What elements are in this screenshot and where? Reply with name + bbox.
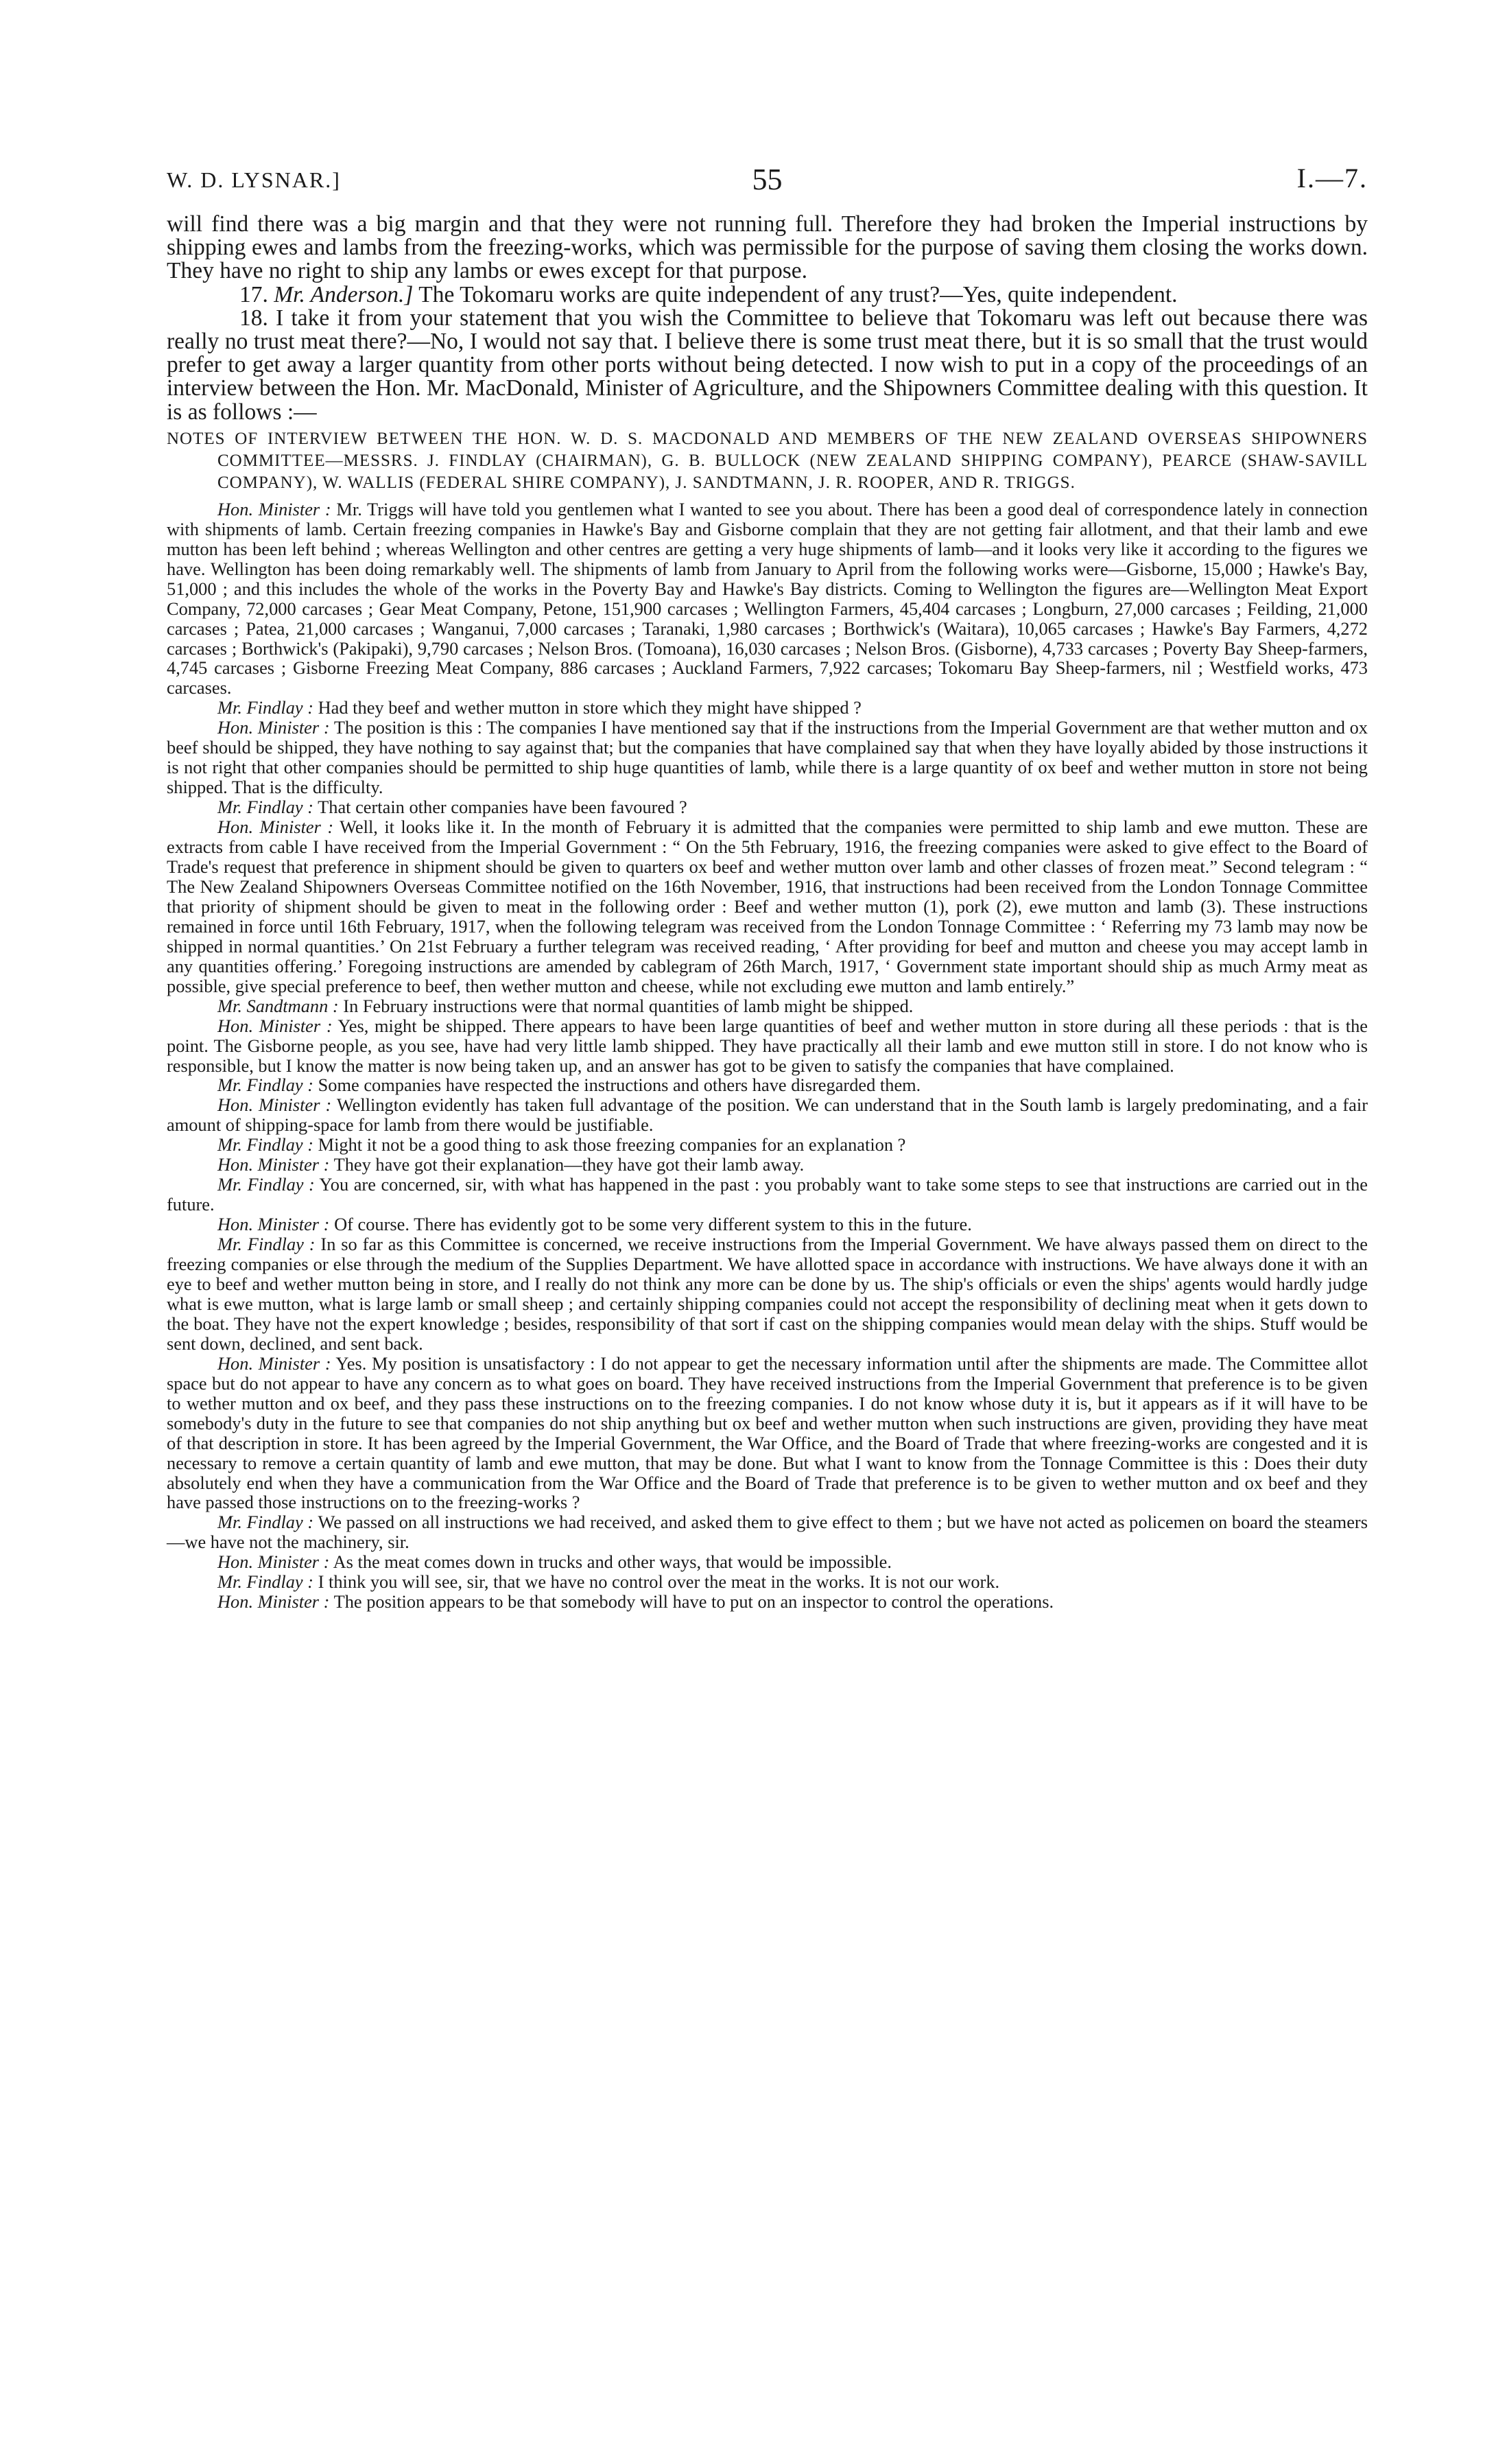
speech-text: In February instructions were that normal quantities of lamb might be shipped. [343, 995, 914, 1016]
transcript-exchange [167, 797, 1368, 817]
speaker-label: Mr. Findlay : [217, 697, 313, 718]
question-number: 17. [239, 281, 268, 307]
transcript-exchange [167, 1075, 1368, 1095]
speech-text: We passed on all instructions we had received, and asked them to give effect to them ; but we have not acted as policemen on board the steamers—we have not the machinery, sir. [167, 1512, 1368, 1553]
speaker-label: Hon. Minister : [217, 1154, 330, 1175]
speaker-label: Mr. Findlay : [217, 1174, 315, 1195]
speaker-label: Hon. Minister : [217, 1352, 331, 1374]
transcript-exchange [167, 500, 1368, 699]
speaker-label: Mr. Findlay : [217, 1571, 313, 1593]
page-number: 55 [752, 163, 783, 196]
speech-text: The position is this : The companies I have mentioned say that if the instructions from the Imperial Government are that wether mutton and ox beef should be shipped, they have nothing to say against that; but the companies that have complained say that when they have loyally abided by those instructions it is not right that other companies should be permitted to ship huge quantities of lamb, while there is a large quantity of ox beef and wether mutton in store not being shipped. That is the difficulty. [167, 717, 1368, 798]
speech-text: As the meat comes down in trucks and other ways, that would be impossible. [333, 1551, 892, 1573]
transcript-exchange [167, 1215, 1368, 1234]
paragraph-18: 18. I take it from your statement that you wish the Committee to believe that Tokomaru was left out because there was really no trust meat there?—No, I would not say that. I believe there is some trust meat there, but it is so small that the trust would prefer to get away a larger quantity from other ports without being detected. I now wish to put in a copy of the proceedings of an interview between the Hon. Mr. MacDonald, Minister of Agriculture, and the Shipowners Committee dealing with this question. It is as follows :— [167, 305, 1368, 425]
document-reference: I.—7. [1296, 163, 1368, 193]
speech-text: In so far as this Committee is concerned, we receive instructions from the Imperial Government. We have always passed them on direct to the freezing companies or else through the medium of the Supplies Department. We have allotted space in accordance with instructions. We have always done it with an eye to beef and wether mutton being in store, and I really do not think any more can be done by us. The ship's officials or even the ships' agents would hardly judge what is ewe mutton, what is large lamb or small sheep ; and certainly shipping companies could not accept the responsibility of declining meat when it gets down to the boat. They have not the expert knowledge ; besides, responsibility of that sort if cast on the shipping companies would mean delay with the ships. Stuff would be sent down, declined, and sent back. [167, 1234, 1368, 1354]
speaker-label: Hon. Minister : [217, 1551, 330, 1573]
transcript-exchange [167, 1592, 1368, 1612]
transcript-exchange [167, 1572, 1368, 1592]
speech-text: Yes. My position is unsatisfactory : I do not appear to get the necessary information until after the shipments are made. The Committee allot space but do not appear to have any concern as to what goes on board. They have received instructions from the Imperial Government that preference is to be given to wether mutton and ox beef, and they pass these instructions on to the freezing companies. I do not know whose duty it is, but it appears as if it will have to be somebody's duty in the future to see that companies do not ship anything but ox beef and wether mutton when such instructions are given, providing they have meat of that description in store. It has been agreed by the Imperial Government, the War Office, and the Board of Trade that where freezing-works are congested and it is necessary to remove a certain quantity of lamb and ewe mutton, that may be done. But what I want to know from the Tonnage Committee is this : Does their duty absolutely end when they have a communication from the War Office and the Board of Trade that preference is to be given to wether mutton and ox beef and they have passed those instructions on to the freezing-works ? [167, 1352, 1368, 1513]
interview-heading: NOTES OF INTERVIEW BETWEEN THE HON. W. D. S. MACDONALD AND MEMBERS OF THE NEW ZEALAND OVERSEAS SHIPOWNERS COMMITTEE—MESSRS. J. FINDLAY (CHAIRMAN), G. B. BULLOCK (NEW ZEALAND SHIPPING COMPANY), PEARCE (SHAW-SAVILL COMPANY), W. WALLIS (FEDERAL SHIRE COMPANY), J. SANDTMANN, J. R. ROOPER, AND R. TRIGGS. [167, 429, 1368, 492]
paragraph-continuation: will find there was a big margin and that they were not running full. Therefore they had broken the Imperial instructions by shipping ewes and lambs from the freezing-works, which was permissible for the purpose of saving them closing the works down. They have no right to ship any lambs or ewes except for that purpose. [167, 211, 1368, 284]
speech-text: They have got their explanation—they have got their lamb away. [333, 1154, 805, 1175]
transcript-exchange [167, 1175, 1368, 1215]
speaker-label: Mr. Findlay : [217, 1234, 316, 1255]
speaker-label: Hon. Minister : [217, 817, 334, 838]
speaker-label: Mr. Sandtmann : [217, 995, 339, 1016]
speech-text: You are concerned, sir, with what has happened in the past : you probably want to take some steps to see that instructions are carried out in the future. [167, 1174, 1368, 1215]
speaker-label: Hon. Minister : [217, 1214, 330, 1235]
speech-text: Had they beef and wether mutton in store which they might have shipped ? [318, 697, 862, 718]
speech-text: Wellington evidently has taken full advantage of the position. We can understand that in the South lamb is largely predominating, and a fair amount of shipping-space for lamb from there would be justifiable. [167, 1094, 1368, 1136]
paragraph-17 [167, 283, 1368, 307]
transcript-exchange [167, 817, 1368, 996]
transcript-exchange [167, 718, 1368, 797]
speaker-label: Mr. Findlay : [217, 1512, 314, 1533]
transcript-exchange [167, 1234, 1368, 1354]
transcript-exchange [167, 1552, 1368, 1572]
speaker-label: Mr. Findlay : [217, 797, 313, 818]
testimony-body [167, 213, 1368, 424]
speaker-label: Hon. Minister : [217, 1094, 332, 1116]
interview-transcript [167, 500, 1368, 1612]
running-head [167, 162, 1368, 203]
speech-text: Might it not be a good thing to ask those freezing companies for an explanation ? [318, 1134, 906, 1155]
question-answer: The Tokomaru works are quite independent of any trust?—Yes, quite independent. [418, 281, 1178, 307]
speech-text: Of course. There has evidently got to be some very different system to this in the future. [334, 1214, 972, 1235]
transcript-exchange [167, 1354, 1368, 1513]
speech-text: Yes, might be shipped. There appears to have been large quantities of beef and wether mutton in store during all these periods : that is the point. The Gisborne people, as you see, have had very little lamb shipped. They have practically all their lamb and ewe mutton still in store. I do not know who is responsible, but I know the matter is now being taken up, and an answer has got to be given to satisfy the companies that have complained. [167, 1015, 1368, 1076]
transcript-exchange [167, 1135, 1368, 1155]
transcript-exchange [167, 1155, 1368, 1175]
speaker-label: Mr. Findlay : [217, 1075, 313, 1096]
speaker-label: Mr. Findlay : [217, 1134, 313, 1155]
speech-text: Mr. Triggs will have told you gentlemen what I wanted to see you about. There has been a good deal of correspondence lately in connection with shipments of lamb. Certain freezing companies in Hawke's Bay and Gisborne complain that they are not getting fair allotment, and that their lamb and ewe mutton has been left behind ; whereas Wellington and other centres are getting a very huge shipments of lamb—and it looks very like it according to the figures we have. Wellington has been doing remarkably well. The shipments of lamb from January to April from the following works were—Gisborne, 15,000 ; Hawke's Bay, 51,000 ; and this includes the whole of the works in the Poverty Bay and Hawke's Bay districts. Coming to Wellington the figures are—Wellington Meat Export Company, 72,000 carcases ; Gear Meat Company, Petone, 151,900 carcases ; Wellington Farmers, 45,404 carcases ; Longburn, 27,000 carcases ; Feilding, 21,000 carcases ; Patea, 21,000 carcases ; Wanganui, 7,000 carcases ; Taranaki, 1,980 carcases ; Borthwick's (Waitara), 10,065 carcases ; Hawke's Bay Farmers, 4,272 carcases ; Borthwick's (Pakipaki), 9,790 carcases ; Nelson Bros. (Tomoana), 16,030 carcases ; Nelson Bros. (Gisborne), 4,733 carcases ; Poverty Bay Sheep-farmers, 4,745 carcases ; Gisborne Freezing Meat Company, 886 carcases ; Auckland Farmers, 7,922 carcases; Tokomaru Bay Sheep-farmers, nil ; Westfield works, 473 carcases. [167, 498, 1368, 699]
speech-text: That certain other companies have been favoured ? [318, 797, 687, 818]
transcript-exchange [167, 698, 1368, 718]
transcript-exchange [167, 1016, 1368, 1076]
transcript-exchange [167, 1512, 1368, 1552]
speech-text: The position appears to be that somebody will have to put on an inspector to control the operations. [333, 1591, 1054, 1612]
speaker-label: Hon. Minister : [217, 717, 330, 738]
speech-text: Well, it looks like it. In the month of February it is admitted that the companies were permitted to ship lamb and ewe mutton. These are extracts from cable I have received from the Imperial Government : “ On the 5th February, 1916, the freezing companies were asked to give effect to the Board of Trade's request that preference in shipment should be given to quarters ox beef and wether mutton over lamb and other classes of frozen meat.” Second telegram : “ The New Zealand Shipowners Overseas Committee notified on the 16th November, 1916, that instructions had been received from the London Tonnage Committee that priority of shipment should be given to meat in the following order : Beef and wether mutton (1), pork (2), ewe mutton and lamb (3). These instructions remained in force until 16th February, 1917, when the following telegram was received from the London Tonnage Committee : ‘ Referring my 73 lamb may now be shipped in normal quantities.’ On 21st February a further telegram was received reading, ‘ After providing for beef and mutton and cheese you may accept lamb in any quantities offering.’ Foregoing instructions are amended by cablegram of 26th March, 1917, ‘ Government state important should ship as much Army meat as possible, give special preference to beef, then wether mutton and cheese, while not excluding ewe mutton and lamb entirely.” [167, 817, 1368, 996]
speaker-label: Hon. Minister : [217, 498, 331, 519]
speaker-label: Hon. Minister : [217, 1015, 333, 1036]
transcript-exchange [167, 996, 1368, 1016]
speaker-label: Hon. Minister : [217, 1591, 330, 1612]
speech-text: Some companies have respected the instructions and others have disregarded them. [318, 1075, 921, 1096]
header-author: W. D. LYSNAR.] [167, 167, 341, 192]
transcript-exchange [167, 1095, 1368, 1135]
questioner: Mr. Anderson.] [274, 281, 414, 307]
speech-text: I think you will see, sir, that we have no control over the meat in the works. It is not our work. [318, 1571, 1000, 1593]
